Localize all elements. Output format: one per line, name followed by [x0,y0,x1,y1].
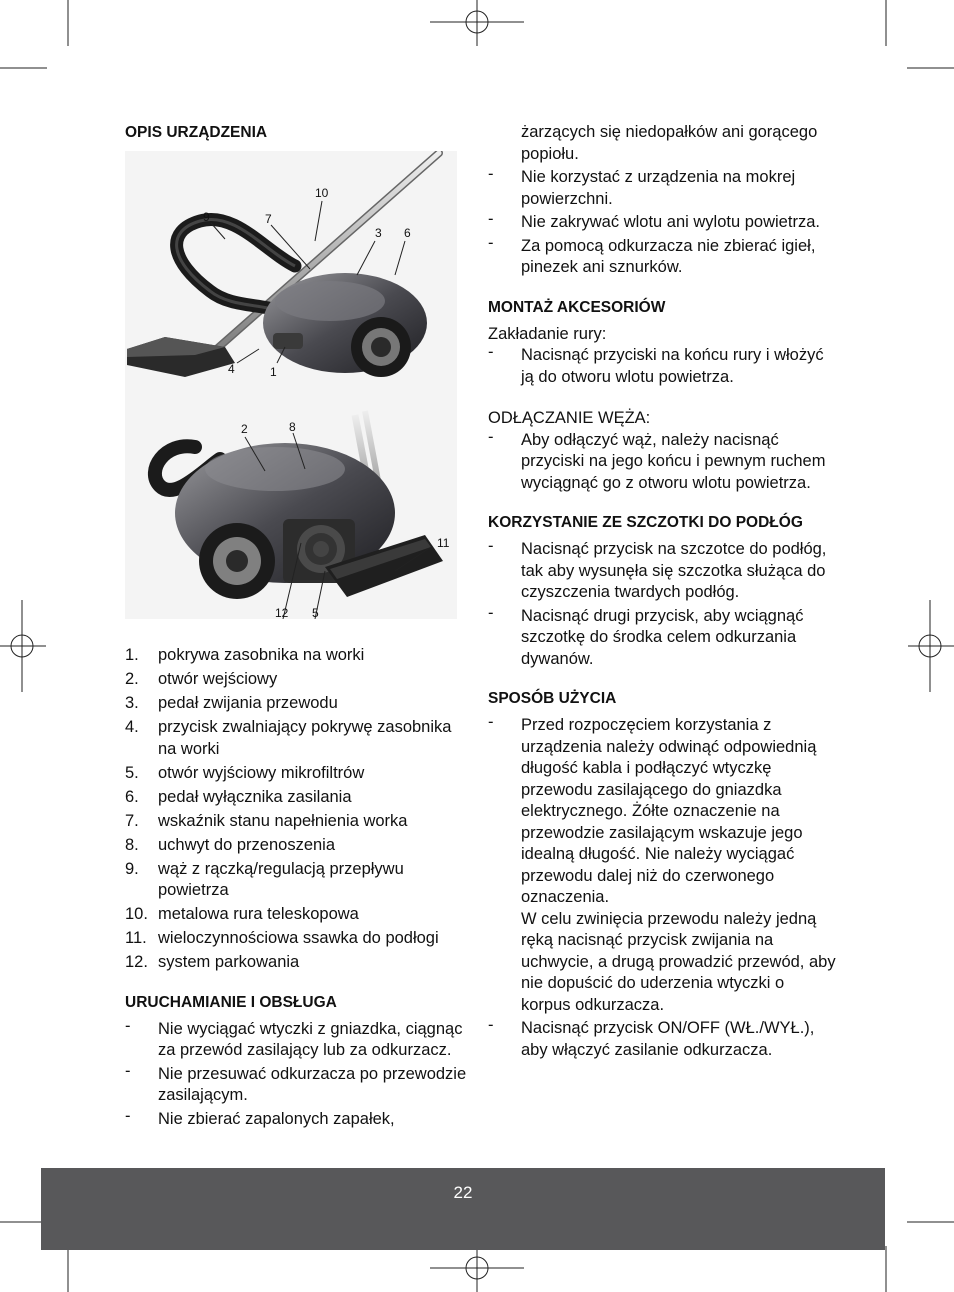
callout-7: 7 [265,212,272,226]
continued-list [488,167,838,279]
list-item: 4. przycisk zwalniający pokrywę zasobnika na worki [125,718,452,758]
list-item: 8. uchwyt do przenoszenia [125,835,336,854]
vacuum-cleaner-diagram [125,151,457,619]
list-item: - Nie zbierać zapalonych zapałek, [125,1106,395,1128]
callout-2: 2 [241,422,248,436]
list-item: - Nacisnąć drugi przycisk, aby wciągnąć szczotkę do środka celem odkurzania dywanów. [488,603,804,668]
callout-6: 6 [404,226,411,240]
callout-4: 4 [228,362,235,376]
pipe-subtitle: Zakładanie rury: [488,324,607,343]
brush-list [488,539,838,670]
list-item: 10. metalowa rura teleskopowa [125,905,359,923]
callout-1: 1 [270,365,277,379]
callout-11: 11 [437,536,450,550]
list-item: 7. wskaźnik stanu napełnienia worka [125,811,408,830]
hose-subtitle: ODŁĄCZANIE WĘŻA: [488,409,651,427]
callout-3: 3 [375,226,382,240]
section-title-description: OPIS URZĄDZENIA [125,124,268,141]
list-item: 2. otwór wejściowy [125,670,278,688]
list-item: - Nacisnąć przycisk ON/OFF (WŁ./WYŁ.), aby włączyć zasilanie odkurzacza. [488,1016,815,1059]
pipe-list [488,345,838,388]
callout-10: 10 [315,186,329,200]
list-item: - Nie zakrywać wlotu ani wylotu powietrza. [488,210,820,231]
list-item: - Aby odłączyć wąż, należy nacisnąć przyciski na jego końcu i pewnym ruchem wyciągnąć go z otworu wlotu powietrza. [488,427,826,492]
usage-list [488,715,838,1061]
callout-9: 9 [203,210,210,224]
list-item: - Nacisnąć przycisk na szczotce do podłóg, tak aby wysunęła się szczotka służąca do czyszczenia twardych podłóg. [488,537,827,601]
section-title-brush: KORZYSTANIE ZE SZCZOTKI DO PODŁÓG [488,514,803,531]
page-number: 22 [453,1183,473,1202]
hose-list [488,427,838,495]
list-item: 1. pokrywa zasobnika na worki [125,646,365,664]
left-column [125,122,470,1132]
callout-5: 5 [312,606,319,619]
list-item: - Nie korzystać z urządzenia na mokrej powierzchni. [488,165,796,208]
parts-list [125,645,470,974]
list-item: - Nie przesuwać odkurzacza po przewodzie zasilającym. [125,1061,467,1104]
callout-12: 12 [275,606,289,619]
list-item: - Przed rozpoczęciem korzystania z urządzenia należy odwinąć odpowiednią długość kabla i podłączyć wtyczkę przewodu zasilającego do gniazdka elektrycznego. Żółte oznaczenie na przewodzie zasilającym wskazuje jego idealną długość. Nie należy wyciągać przewodu dalej niż do czerwonego oznaczenia. W celu zwinięcia przewodu należy jedną ręką nacisnąć przycisk zwijania na uchwycie, a drugą prowadzić przewód, aby nie dopuścić do uderzenia wtyczki o korpus odkurzacza. [488,713,836,1014]
section-title-startup: URUCHAMIANIE I OBSŁUGA [125,993,337,1011]
list-item: 5. otwór wyjściowy mikrofiltrów [125,763,365,782]
startup-list [125,1016,470,1131]
callout-8: 8 [289,420,296,434]
list-item: 11. wieloczynnościowa ssawka do podłogi [125,929,439,947]
list-item: - Nie wyciągać wtyczki z gniazdka, ciągnąc za przewód zasilający lub za odkurzacz. [125,1016,463,1059]
list-item: 12. system parkowania [125,953,300,971]
list-item: 3. pedał zwijania przewodu [125,694,338,712]
section-title-usage: SPOSÓB UŻYCIA [488,690,617,707]
right-column [488,122,838,1063]
continued-text: żarzących się niedopałków ani gorącego popiołu. [521,123,818,163]
list-item: 6. pedał wyłącznika zasilania [125,787,352,806]
section-title-assembly: MONTAŻ AKCESORIÓW [488,298,666,316]
page-footer-bar [41,1168,885,1250]
list-item: - Za pomocą odkurzacza nie zbierać igieł, pinezek ani sznurków. [488,233,816,276]
list-item: 9. wąż z rączką/regulacją przepływu powietrza [125,859,404,899]
list-item: - Nacisnąć przyciski na końcu rury i włożyć ją do otworu wlotu powietrza. [488,343,824,386]
